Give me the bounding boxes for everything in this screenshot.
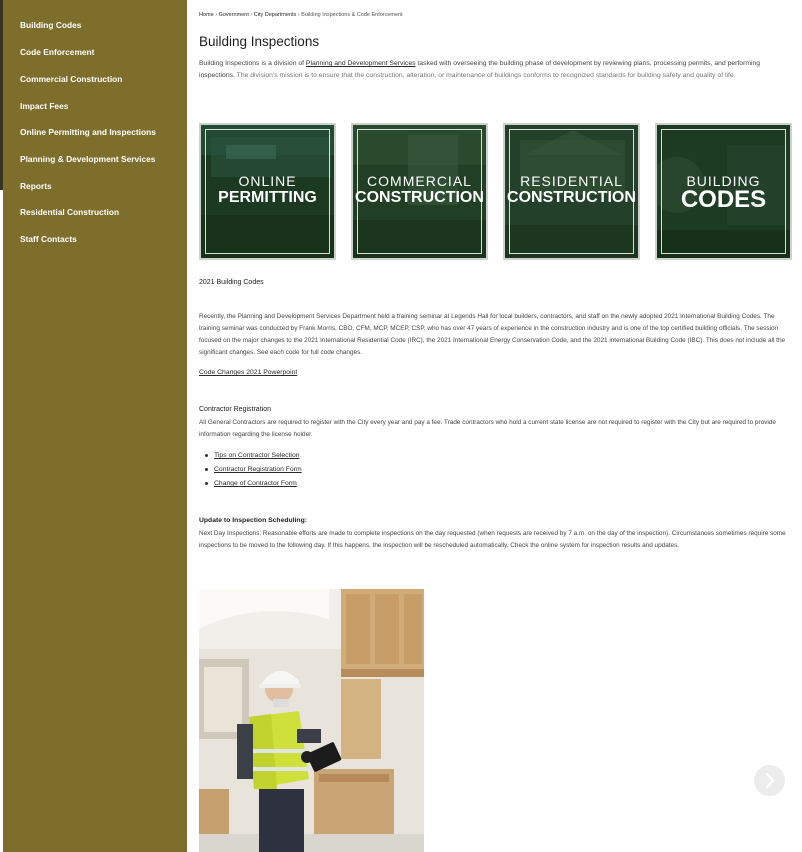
left-edge-strip	[0, 0, 3, 852]
carousel-next-button[interactable]	[754, 765, 785, 796]
breadcrumb-current: Building Inspections & Code Enforcement	[301, 12, 403, 18]
sidebar-item-building-codes[interactable]: Building Codes	[20, 20, 82, 30]
tile-line1: COMMERCIAL	[367, 173, 472, 189]
inspection-scheduling-body: Next Day Inspections: Reasonable efforts are made to complete inspections on the day requested (when requests are received by 7 a.m. on the day of the inspection). Circumstances sometimes require some inspections to be moved to the following day. If this happens, the inspection will be rescheduled automatically. Check the online system for inspection results and updates.	[199, 530, 786, 549]
codes-2021-body: Recently, the Planning and Development Services Department held a training seminar at Legends Hall for local builders, contractors, and staff on the newly adopted 2021 International Building Codes. The training seminar was conducted by Frank Morris, CBO, CFM, MCP, MCEP, CSP, who has over 47 years of experience in the construction industry and is one of the top certified building officials. The session focused on the major changes to the 2021 International Residential Code (IRC), the 2021 International Energy Conservation Code, and the 2021 international Building Code (IBC). This does not include all the significant changes. See each code for full code changes.	[199, 313, 786, 356]
sidebar-item-code-enforcement[interactable]: Code Enforcement	[20, 47, 95, 57]
tile-line1: RESIDENTIAL	[520, 173, 623, 189]
contractor-links-list	[205, 449, 302, 491]
sidebar-item-residential-construction[interactable]: Residential Construction	[20, 207, 120, 217]
tile-line1: ONLINE	[238, 173, 297, 189]
sidebar-item-impact-fees[interactable]: Impact Fees	[20, 101, 69, 111]
list-item	[205, 449, 302, 463]
breadcrumb-separator: ›	[215, 12, 218, 18]
tile-line2: CODES	[680, 186, 767, 213]
intro-paragraph	[199, 58, 793, 82]
tile-line1: BUILDING	[686, 173, 761, 189]
tile-line2: PERMITTING	[218, 189, 317, 206]
breadcrumb-government[interactable]: Government	[218, 12, 249, 18]
page-title: Building Inspections	[199, 34, 320, 49]
chevron-right-icon	[754, 765, 785, 796]
contractor-registration-heading: Contractor Registration	[199, 406, 271, 413]
sidebar-item-reports[interactable]: Reports	[20, 181, 52, 191]
breadcrumb-departments[interactable]: City Departments	[253, 12, 297, 18]
codes-2021-heading: 2021 Building Codes	[199, 279, 264, 286]
intro-text-continued: tasked with overseeing the building phase of development by reviewing plans, processing permits, and performing inspections.	[199, 60, 761, 79]
sidebar-item-online-permitting[interactable]: Online Permitting and Inspections	[20, 127, 156, 137]
breadcrumb-separator: ›	[297, 12, 300, 18]
sidebar-nav	[3, 0, 187, 852]
sidebar-item-planning-development[interactable]: Planning & Development Services	[20, 154, 156, 164]
contractor-registration-body: All General Contractors are required to register with the City every year and pay a fee. Trade contractors who hold a current state license are not required to register with the City but are required to provide information regarding the license holder.	[199, 419, 776, 438]
tile-online-permitting[interactable]	[199, 123, 336, 260]
tile-line2: CONSTRUCTION	[507, 189, 636, 206]
tile-line2: CONSTRUCTION	[355, 189, 484, 206]
tips-contractor-selection-link[interactable]: Tips on Contractor Selection	[214, 452, 300, 459]
breadcrumb-separator: ›	[250, 12, 253, 18]
sidebar-item-commercial-construction[interactable]: Commercial Construction	[20, 74, 123, 84]
contractor-registration-form-link[interactable]: Contractor Registration Form	[214, 466, 302, 473]
mission-text: The division's mission is to ensure that the construction, alteration, or maintenance of buildings conforms to recognized standards for building safety and quality of life.	[234, 72, 736, 79]
sidebar-item-staff-contacts[interactable]: Staff Contacts	[20, 234, 77, 244]
tile-building-codes[interactable]	[655, 123, 792, 260]
list-item	[205, 463, 302, 477]
planning-services-link[interactable]: Planning and Development Services	[305, 60, 416, 67]
tile-residential-construction[interactable]	[503, 123, 640, 260]
list-item	[205, 477, 302, 491]
breadcrumb-home[interactable]: Home	[199, 12, 214, 18]
code-changes-powerpoint-link[interactable]: Code Changes 2021 Powerpoint	[199, 369, 298, 376]
tile-commercial-construction[interactable]	[351, 123, 488, 260]
inspector-photo-image	[199, 589, 424, 852]
intro-text: Building Inspections is a division of	[199, 60, 306, 67]
change-of-contractor-form-link[interactable]: Change of Contractor Form	[214, 480, 297, 487]
inspector-photo	[199, 589, 424, 852]
breadcrumb	[199, 12, 403, 18]
inspection-scheduling-heading: Update to Inspection Scheduling:	[199, 517, 307, 524]
